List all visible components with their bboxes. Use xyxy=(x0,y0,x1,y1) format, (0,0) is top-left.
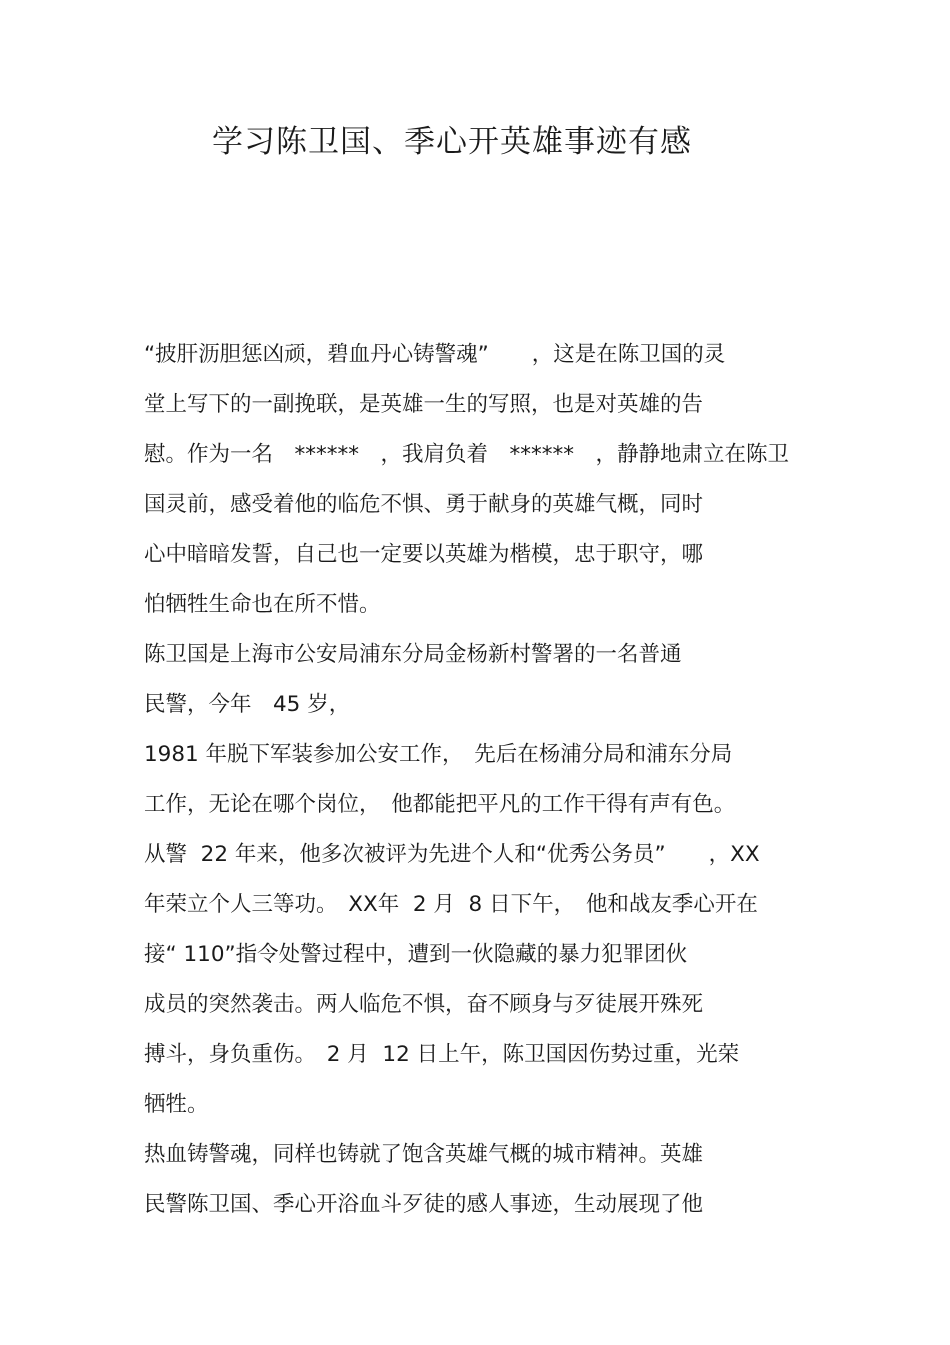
body-line: 从警 22 年来，他多次被评为先进个人和“优秀公务员” ，XX xyxy=(144,842,760,867)
body-line: 搏斗，身负重伤。 2 月 12 日上午，陈卫国因伤势过重，光荣 xyxy=(144,1042,740,1067)
body-line: 牺牲。 xyxy=(144,1092,209,1117)
body-line: 怕牺牲生命也在所不惜。 xyxy=(144,592,381,617)
body-line: 热血铸警魂，同样也铸就了饱含英雄气概的城市精神。英雄 xyxy=(144,1142,704,1167)
body-line: 民警，今年 45 岁， xyxy=(144,692,351,717)
body-line: 堂上写下的一副挽联，是英雄一生的写照，也是对英雄的告 xyxy=(144,392,704,417)
body-line: “披肝沥胆惩凶顽，碧血丹心铸警魂” ，这是在陈卫国的灵 xyxy=(144,342,726,367)
body-line: 慰。作为一名 ****** ，我肩负着 ****** ，静静地肃立在陈卫 xyxy=(144,442,790,467)
body-line: 国灵前，感受着他的临危不惧、勇于献身的英雄气概，同时 xyxy=(144,492,704,517)
document-title: 学习陈卫国、季心开英雄事迹有感 xyxy=(212,124,692,160)
body-line: 心中暗暗发誓，自己也一定要以英雄为楷模，忠于职守，哪 xyxy=(144,542,704,567)
body-line: 接“ 110”指令处警过程中，遭到一伙隐藏的暴力犯罪团伙 xyxy=(144,942,688,967)
body-line: 工作，无论在哪个岗位， 他都能把平凡的工作干得有声有色。 xyxy=(144,792,736,817)
body-line: 陈卫国是上海市公安局浦东分局金杨新村警署的一名普通 xyxy=(144,642,682,667)
body-line: 民警陈卫国、季心开浴血斗歹徒的感人事迹，生动展现了他 xyxy=(144,1192,704,1217)
body-line: 1981 年脱下军装参加公安工作， 先后在杨浦分局和浦东分局 xyxy=(144,742,733,767)
body-line: 年荣立个人三等功。 XX年 2 月 8 日下午， 他和战友季心开在 xyxy=(144,892,758,917)
body-line: 成员的突然袭击。两人临危不惧，奋不顾身与歹徒展开殊死 xyxy=(144,992,704,1017)
